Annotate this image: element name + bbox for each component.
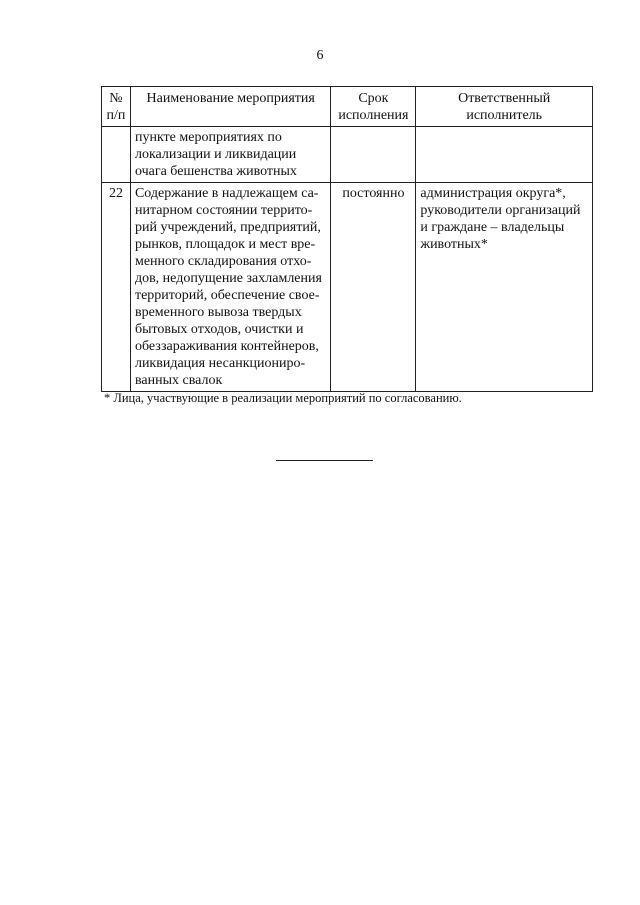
end-divider-line [276, 460, 373, 461]
row-responsible-cell: администрация округа*, руководители организаций и граждане – владельцы животных* [416, 183, 593, 392]
header-responsible: Ответственный исполнитель [416, 87, 593, 127]
row-measure-cell: Содержание в надлежащем са- нитарном состоянии террито- рий учреждений, предприятий, рынков, площадок и мест вре- менного складирования отхо- дов, недопущение захламления территорий, обеспечение свое- временного вывоза твердых бытовых отходов, очистки и обеззараживания контейнеров, ликвидация несанкциониро- ванных свалок [130, 183, 330, 392]
row-measure-cell: пункте мероприятиях по локализации и ликвидации очага бешенства животных [130, 127, 330, 183]
row-responsible-cell [416, 127, 593, 183]
footnote: * Лица, участвующие в реализации мероприятий по согласованию. [104, 391, 462, 405]
row-deadline-cell: постоянно [331, 183, 416, 392]
table-header-row [102, 87, 593, 127]
header-number: № п/п [102, 87, 131, 127]
measures-table [101, 86, 593, 392]
table-row [102, 183, 593, 392]
row-number-cell: 22 [102, 183, 131, 392]
page-number: 6 [316, 48, 324, 63]
header-measure-name: Наименование мероприятия [130, 87, 330, 127]
row-deadline-cell [331, 127, 416, 183]
table-row [102, 127, 593, 183]
header-deadline: Срок исполнения [331, 87, 416, 127]
row-number-cell [102, 127, 131, 183]
